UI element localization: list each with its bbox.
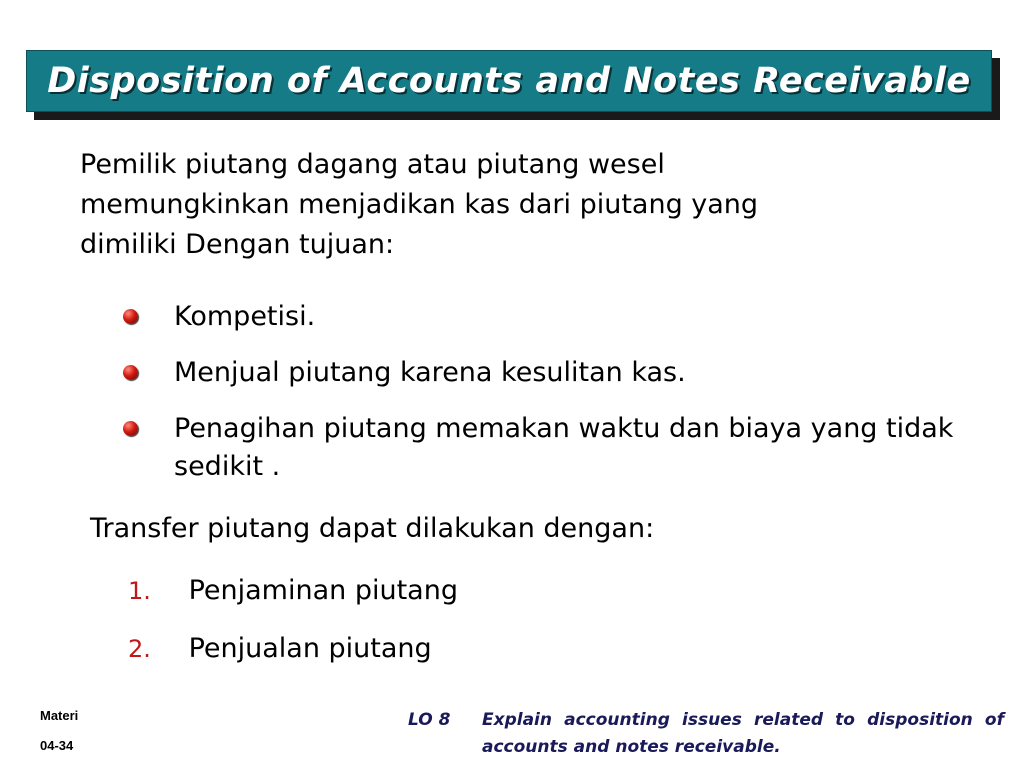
page-number: 04-34: [40, 738, 74, 753]
intro-line: Pemilik piutang dagang atau piutang wesel: [80, 149, 665, 180]
learning-objective: [408, 707, 1004, 761]
transfer-heading: Transfer piutang dapat dilakukan dengan:: [90, 513, 655, 544]
bullet-text: Kompetisi.: [174, 301, 316, 332]
footer-label: Materi: [40, 708, 79, 723]
transfer-method-list: [128, 571, 458, 687]
bullet-text: Penagihan piutang memakan waktu dan biaya yang tidak sedikit .: [174, 413, 954, 482]
lo-code: LO 8: [408, 710, 451, 730]
intro-line: dimiliki Dengan tujuan:: [80, 229, 395, 260]
intro-paragraph: [80, 145, 880, 265]
red-ball-bullet-icon: [123, 365, 138, 380]
bullet-item: [120, 298, 980, 336]
bullet-item: [120, 354, 980, 392]
lo-text: Explain accounting issues related to disposition of accounts and notes receivable.: [482, 710, 1004, 757]
slide-title: Disposition of Accounts and Notes Receivable: [47, 61, 971, 101]
red-ball-bullet-icon: [123, 421, 138, 436]
item-text: Penjaminan piutang: [188, 575, 458, 606]
item-number: 1.: [128, 577, 151, 605]
intro-line: memungkinkan menjadikan kas dari piutang yang: [80, 189, 759, 220]
numbered-item: [128, 571, 458, 611]
item-text: Penjualan piutang: [188, 633, 432, 664]
purpose-bullet-list: [120, 298, 980, 504]
numbered-item: [128, 629, 458, 669]
item-number: 2.: [128, 635, 151, 663]
red-ball-bullet-icon: [123, 309, 138, 324]
bullet-text: Menjual piutang karena kesulitan kas.: [174, 357, 686, 388]
title-bar: [26, 50, 992, 112]
bullet-item: [120, 410, 980, 486]
